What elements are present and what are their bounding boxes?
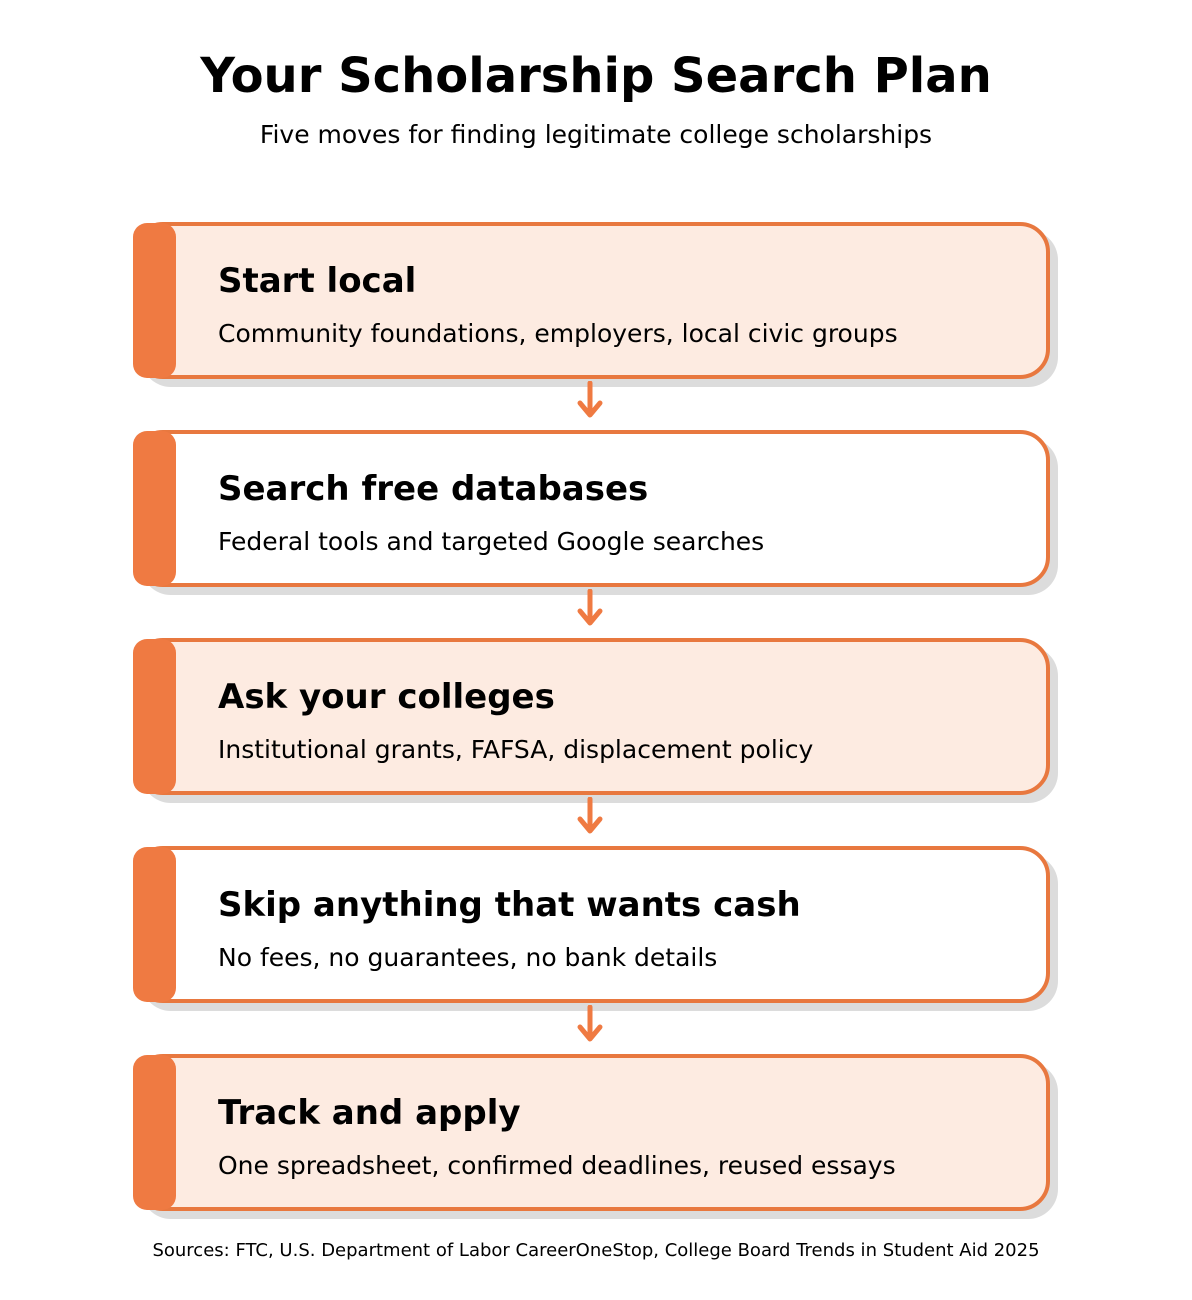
- sources-note: Sources: FTC, U.S. Department of Labor CareerOneStop, College Board Trends in Student Aid 2025: [152, 1240, 1040, 1261]
- step-title: Search free databases: [218, 469, 649, 509]
- arrow-down-icon: [576, 381, 604, 421]
- step-description: Institutional grants, FAFSA, displacement policy: [218, 735, 814, 764]
- step-search-free-databases: [133, 430, 1050, 587]
- page-title: Your Scholarship Search Plan: [200, 48, 992, 104]
- step-description: Community foundations, employers, local civic groups: [218, 319, 898, 348]
- arrow-down-icon: [576, 797, 604, 837]
- step-accent-tab: [133, 639, 176, 794]
- step-skip-cash: [133, 846, 1050, 1003]
- step-description: No fees, no guarantees, no bank details: [218, 943, 718, 972]
- step-title: Track and apply: [218, 1093, 521, 1133]
- step-accent-tab: [133, 847, 176, 1002]
- step-start-local: [133, 222, 1050, 379]
- step-track-and-apply: [133, 1054, 1050, 1211]
- arrow-down-icon: [576, 589, 604, 629]
- step-description: One spreadsheet, confirmed deadlines, reused essays: [218, 1151, 896, 1180]
- step-accent-tab: [133, 431, 176, 586]
- step-title: Start local: [218, 261, 417, 301]
- step-accent-tab: [133, 223, 176, 378]
- step-ask-your-colleges: [133, 638, 1050, 795]
- page-subtitle: Five moves for finding legitimate college scholarships: [259, 120, 933, 149]
- step-accent-tab: [133, 1055, 176, 1210]
- step-title: Skip anything that wants cash: [218, 885, 801, 925]
- step-description: Federal tools and targeted Google searches: [218, 527, 765, 556]
- step-title: Ask your colleges: [218, 677, 555, 717]
- arrow-down-icon: [576, 1005, 604, 1045]
